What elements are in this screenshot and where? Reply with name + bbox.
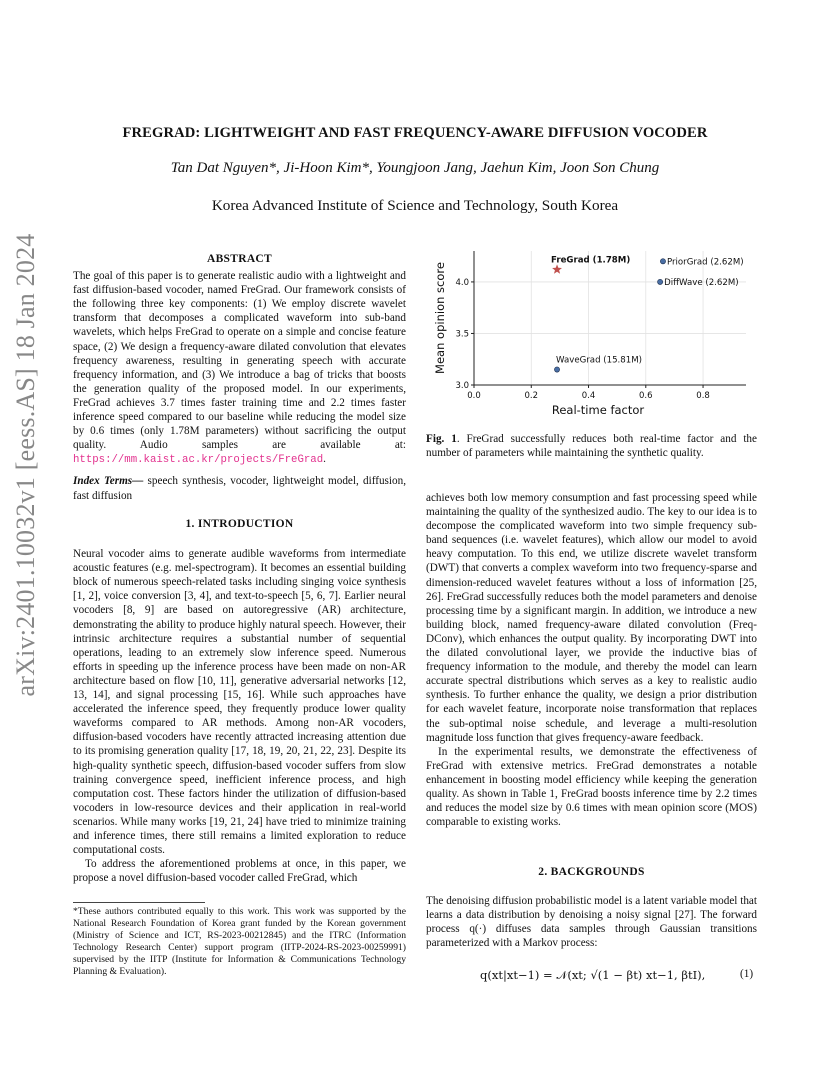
intro-heading: 1. INTRODUCTION — [185, 518, 294, 530]
right-para-2: In the experimental results, we demonstrate the effectiveness of FreGrad with extensive metrics. FreGrad demonstrates a notable enhancement in boosting model efficiency while keeping the generation quality. As shown in Table 1, FreGrad boosts inference time by 2.2 times and reduces the model size by 0.6 times with mean opinion score (MOS) comparable to existing works. — [426, 745, 757, 829]
data-label: DiffWave (2.62M) — [664, 277, 739, 288]
figure-caption-label: Fig. 1 — [426, 433, 457, 445]
data-point-star — [552, 264, 562, 273]
equation-1: q(xt|xt−1) = 𝒩(xt; √(1 − βt) xt−1, βtI), — [480, 968, 706, 982]
data-label: PriorGrad (2.62M) — [666, 257, 744, 268]
abstract-link-end: . — [323, 453, 326, 466]
intro-para-1: Neural vocoder aims to generate audible waveforms from intermediate acoustic features (e.g. mel-spectrogram). It becomes an essential building block of numerous speech-related tasks including singing voice synthesis [1, 2], voice conversion [3, 4], and text-to-speech [5, 6, 7]. Earlier neural vocoders [8, 9] are based on autoregressive (AR) architecture, demonstrating the ability to produce highly natural speech. However, their intrinsic architecture requires a substantial number of sequential operations, leading to an extremely slow inference speed. Numerous efforts in speeding up the inference process have been made on non-AR architecture based on flow [10, 11], generative adversarial networks [12, 13, 14], and signal processing [15, 16]. While such approaches have accelerated the inference speed, they frequently produce lower quality waveforms compared to AR methods. Among non-AR vocoders, diffusion-based vocoders have recently attracted increasing attention due to its promising generation quality [17, 18, 19, 20, 21, 22, 23]. Despite its high-quality synthetic speech, diffusion-based vocoder suffers from slow training convergence speed, inefficient inference process, and high computation cost. These factors hinder the utilization of diffusion-based vocoders in low-resource devices and their application in real-world scenarios. While many works [19, 21, 24] have tried to minimize training and inference times, there still remains a limited exploration to reduce computational costs. — [73, 548, 406, 857]
figure-caption-text: . FreGrad successfully reduces both real-time factor and the number of parameters while maintaining the synthetic quality. — [426, 433, 757, 460]
x-axis-label: Real-time factor — [551, 403, 645, 417]
x-tick-label: 0.0 — [467, 391, 481, 401]
equation-1-number: (1) — [740, 968, 754, 980]
abstract-body — [73, 269, 406, 467]
figure-1-caption — [426, 432, 757, 460]
footnote: *These authors contributed equally to this work. This work was supported by the National Research Foundation of Korea grant funded by the Korean government (Ministry of Science and ICT, RS-2023-00212845) and the ITRC (Information Technology Research Center) support program (IITP-2024-RS-2023-00259991) supervised by the IITP (Institute for Information & Communications Technology Planning & Evaluation). — [73, 906, 406, 977]
y-tick-label: 3.5 — [455, 329, 469, 340]
abstract-text: The goal of this paper is to generate realistic audio with a lightweight and fast diffusion-based vocoder, named FreGrad. Our framework consists of the following three key components: (1) We employ discrete wavelet transform that decomposes a complicated waveform into sub-band wavelets, which helps FreGrad to operate on a simple and concise feature space, (2) We design a frequency-aware dilated convolution that elevates frequency awareness, resulting in generating speech with accurate frequency information, and (3) We introduce a bag of tricks that boosts the generation quality of the proposed model. In our experiments, FreGrad achieves 3.7 times faster training time and 2.2 times faster inference speed compared to our baseline while reducing the model size by 0.6 times (only 1.78M parameters) without sacrificing the output quality. Audio samples are available at: — [73, 270, 406, 452]
index-terms-text: speech synthesis, vocoder, lightweight model, diffusion, fast diffusion — [73, 475, 406, 502]
abstract-section — [73, 252, 406, 503]
data-label: WaveGrad (15.81M) — [556, 355, 643, 366]
abstract-heading: ABSTRACT — [206, 253, 273, 265]
x-tick-label: 0.2 — [524, 391, 539, 401]
data-point — [554, 367, 559, 372]
paper-title: FREGRAD: LIGHTWEIGHT AND FAST FREQUENCY-AWARE DIFFUSION VOCODER — [122, 125, 708, 141]
x-tick-label: 0.4 — [581, 391, 596, 401]
data-point — [658, 279, 663, 284]
right-column-text — [426, 491, 757, 829]
figure-1-chart — [428, 245, 760, 425]
y-tick-label: 4.0 — [455, 277, 469, 288]
data-label: FreGrad (1.78M) — [551, 255, 631, 266]
footnote-rule — [73, 902, 205, 903]
backgrounds-para: The denoising diffusion probabilistic model is a latent variable model that learns a data distribution by denoising a noisy signal [27]. The forward process q(·) diffuses data samples through Gaussian transitions parameterized with a Markov process: — [426, 895, 757, 950]
right-para-1: achieves both low memory consumption and fast processing speed while maintaining the quality of the synthesized audio. The key to our idea is to decompose the complicated waveform into two simple frequency sub-band sequences (i.e. wavelet features), which allow our model to avoid heavy computation. To this end, we utilize discrete wavelet transform (DWT) that converts a complex waveform into two frequency-sparse and dimension-reduced wavelet features without a loss of information [25, 26]. FreGrad successfully reduces both the model parameters and denoise processing time by a significant margin. In addition, we introduce a new building block, named frequency-aware dilated convolution (Freq-DConv), which enhances the output quality. By incorporating DWT into the dilated convolutional layer, we provide the inductive bias of frequency information to the module, and thereby the model can learn accurate spectral distributions which serves as a key to realistic audio synthesis. To further enhance the quality, we design a prior distribution for each wavelet feature, incorporate noise transformation that replaces the sub-optimal noise schedule, and leverage a multi-resolution magnitude loss function that gives frequency-aware feedback. — [426, 492, 757, 744]
y-axis-label: Mean opinion score — [433, 262, 447, 374]
index-terms — [73, 474, 406, 502]
project-link[interactable]: https://mm.kaist.ac.kr/projects/FreGrad — [73, 454, 324, 467]
paper-affiliation: Korea Advanced Institute of Science and Technology, South Korea — [211, 197, 619, 214]
paper-authors: Tan Dat Nguyen*, Ji-Hoon Kim*, Youngjoon Jang, Jaehun Kim, Joon Son Chung — [170, 160, 660, 176]
intro-para-2: To address the aforementioned problems at once, in this paper, we propose a novel diffusion-based vocoder called FreGrad, which — [73, 858, 406, 885]
y-tick-label: 3.0 — [455, 381, 469, 391]
index-terms-label: Index Terms— — [73, 475, 144, 488]
x-tick-label: 0.6 — [639, 391, 653, 401]
arxiv-id: arXiv:2401.10032v1 [eess.AS] 18 Jan 2024 — [11, 233, 40, 697]
x-tick-label: 0.8 — [696, 391, 710, 401]
data-point — [660, 259, 665, 264]
intro-section — [73, 517, 406, 885]
backgrounds-heading: 2. BACKGROUNDS — [538, 866, 645, 878]
arxiv-sidebar — [4, 233, 48, 697]
